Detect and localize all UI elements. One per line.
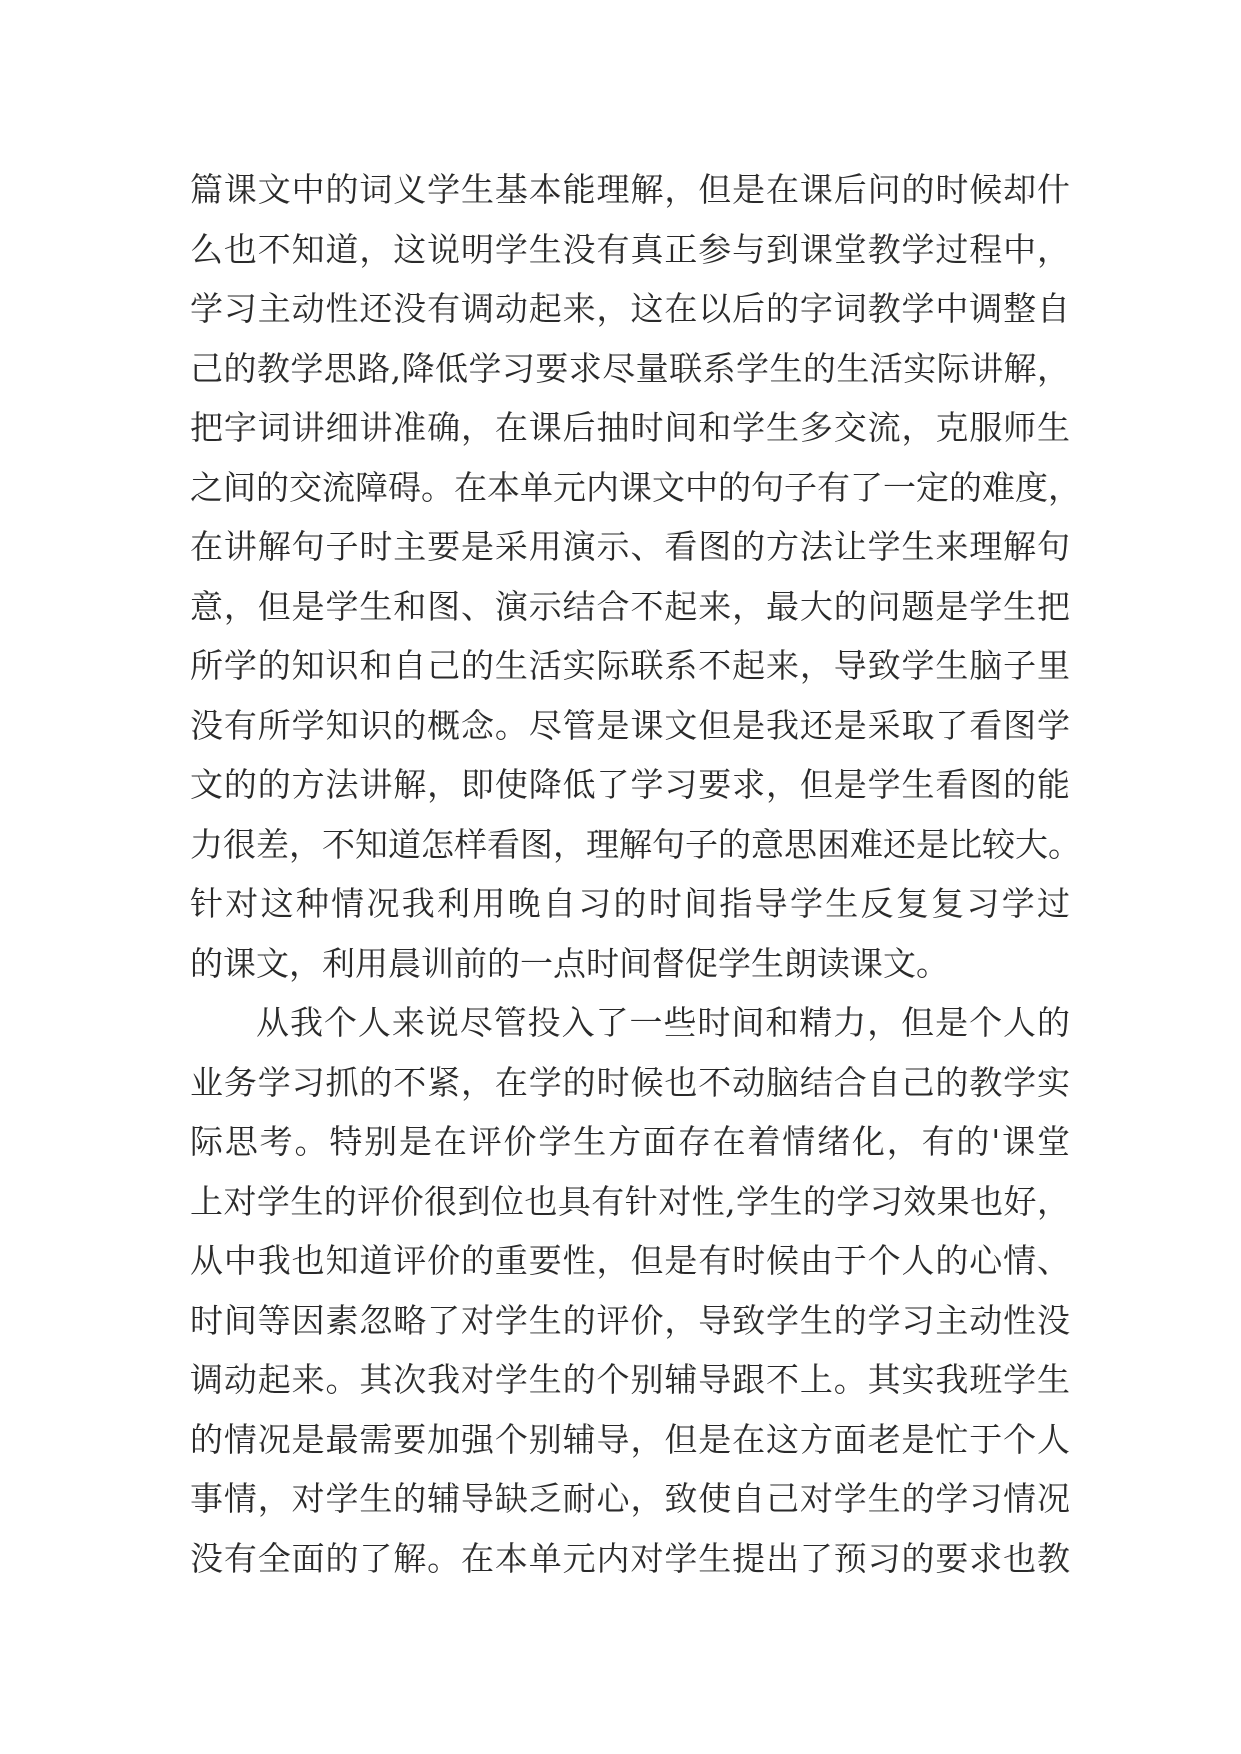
text-line: 篇课文中的词义学生基本能理解，但是在课后问的时候却什 <box>190 170 1070 209</box>
text-line: 针对这种情况我利用晚自习的时间指导学生反复复习学过 <box>190 884 1070 923</box>
paragraph-2 <box>190 993 1070 1588</box>
text-line: 的课文，利用晨训前的一点时间督促学生朗读课文。 <box>190 943 949 983</box>
text-line: 业务学习抓的不紧，在学的时候也不动脑结合自己的教学实 <box>190 1062 1070 1102</box>
text-line: 之间的交流障碍。在本单元内课文中的句子有了一定的难度， <box>190 467 1081 507</box>
text-line: 文的的方法讲解，即使降低了学习要求，但是学生看图的能 <box>190 765 1070 804</box>
text-line: 从中我也知道评价的重要性，但是有时候由于个人的心情、 <box>190 1241 1070 1280</box>
paragraph-1 <box>190 160 1081 993</box>
text-line: 时间等因素忽略了对学生的评价，导致学生的学习主动性没 <box>190 1300 1070 1340</box>
text-line: 上对学生的评价很到位也具有针对性,学生的学习效果也好， <box>190 1181 1070 1221</box>
text-line: 己的教学思路,降低学习要求尽量联系学生的生活实际讲解， <box>190 348 1070 388</box>
text-line: 把字词讲细讲准确，在课后抽时间和学生多交流，克服师生 <box>190 408 1070 447</box>
text-line: 力很差，不知道怎样看图，理解句子的意思困难还是比较大。 <box>190 824 1081 864</box>
text-line: 学习主动性还没有调动起来，这在以后的字词教学中调整自 <box>190 289 1070 328</box>
text-line: 际思考。特别是在评价学生方面存在着情绪化，有的'课堂 <box>190 1122 1070 1161</box>
text-line: 意，但是学生和图、演示结合不起来，最大的问题是学生把 <box>190 586 1070 626</box>
text-line: 事情，对学生的辅导缺乏耐心，致使自己对学生的学习情况 <box>190 1479 1070 1518</box>
text-line: 没有所学知识的概念。尽管是课文但是我还是采取了看图学 <box>190 705 1070 745</box>
text-line: 从我个人来说尽管投入了一些时间和精力，但是个人的 <box>256 1003 1070 1042</box>
text-line: 调动起来。其次我对学生的个别辅导跟不上。其实我班学生 <box>190 1360 1070 1399</box>
text-line: 在讲解句子时主要是采用演示、看图的方法让学生来理解句 <box>190 527 1070 566</box>
body-text <box>190 160 1081 1588</box>
text-line: 所学的知识和自己的生活实际联系不起来，导致学生脑子里 <box>190 646 1070 685</box>
text-line: 的情况是最需要加强个别辅导，但是在这方面老是忙于个人 <box>190 1419 1070 1459</box>
text-line: 没有全面的了解。在本单元内对学生提出了预习的要求也教 <box>190 1538 1070 1578</box>
text-line: 么也不知道，这说明学生没有真正参与到课堂教学过程中， <box>190 229 1070 269</box>
